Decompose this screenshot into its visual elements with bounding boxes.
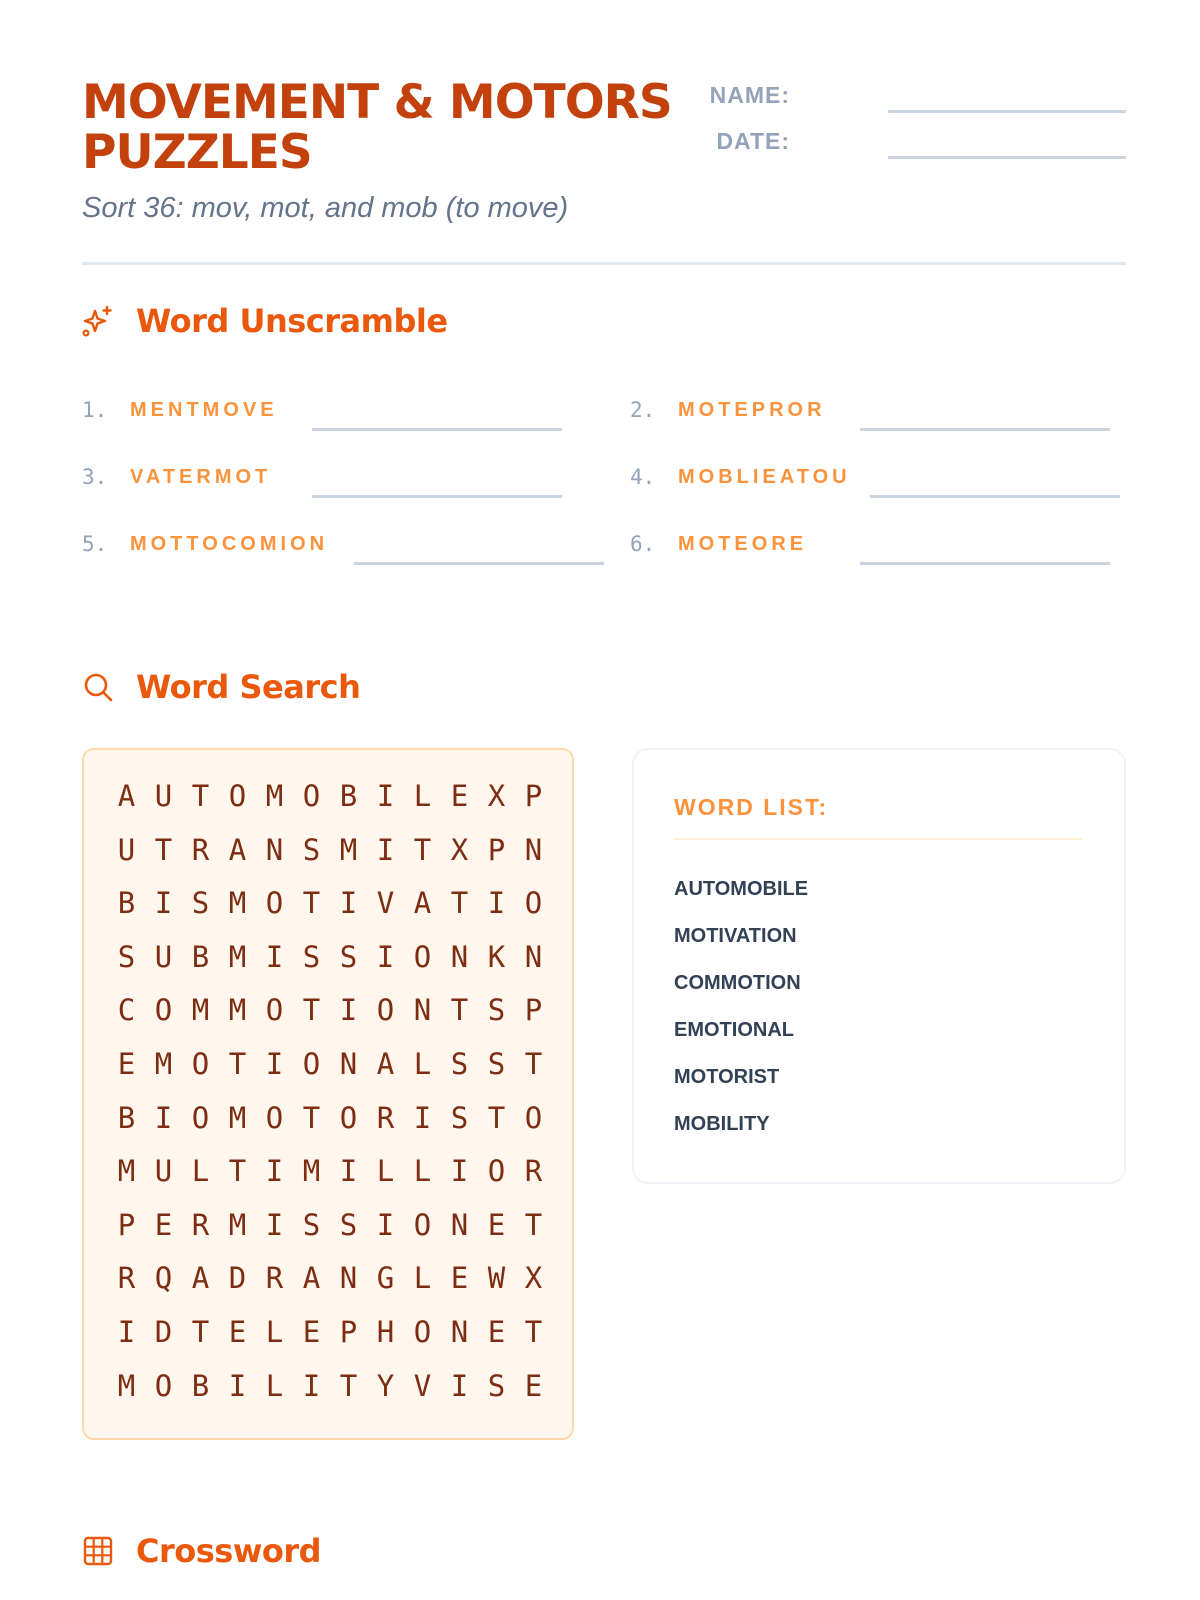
grid-cell[interactable]: E bbox=[228, 1314, 247, 1349]
grid-cell[interactable]: O bbox=[413, 939, 432, 974]
grid-cell[interactable]: I bbox=[376, 832, 395, 867]
scrambled-word: VATERMOT bbox=[130, 466, 272, 488]
grid-cell[interactable]: I bbox=[154, 1100, 173, 1135]
scrambled-word: MOTEORE bbox=[678, 533, 808, 555]
name-label: NAME: bbox=[709, 82, 790, 108]
word-search-grid bbox=[82, 748, 574, 1440]
grid-cell[interactable]: T bbox=[450, 993, 469, 1028]
grid-cell[interactable]: I bbox=[228, 1368, 247, 1403]
grid-cell[interactable]: O bbox=[154, 1368, 173, 1403]
scrambled-word: MOBLIEATOU bbox=[678, 466, 851, 488]
grid-cell[interactable]: W bbox=[487, 1261, 506, 1296]
grid-cell[interactable]: B bbox=[191, 939, 210, 974]
grid-cell[interactable]: O bbox=[487, 1154, 506, 1189]
item-number: 4. bbox=[630, 465, 656, 489]
grid-cell[interactable]: T bbox=[339, 1368, 358, 1403]
grid-cell[interactable]: A bbox=[228, 832, 247, 867]
answer-line[interactable] bbox=[354, 562, 604, 565]
grid-cell[interactable]: N bbox=[450, 939, 469, 974]
grid-cell[interactable]: T bbox=[524, 1314, 543, 1349]
grid-cell[interactable]: L bbox=[413, 1261, 432, 1296]
answer-line[interactable] bbox=[870, 495, 1120, 498]
grid-cell[interactable]: L bbox=[265, 1368, 284, 1403]
answer-line[interactable] bbox=[860, 562, 1110, 565]
grid-cell[interactable]: N bbox=[524, 832, 543, 867]
grid-cell[interactable]: A bbox=[376, 1046, 395, 1081]
crossword-title: Crossword bbox=[136, 1532, 322, 1570]
word-list-item: MOTORIST bbox=[674, 1066, 780, 1088]
date-label: DATE: bbox=[716, 128, 790, 154]
grid-cell[interactable]: A bbox=[413, 886, 432, 921]
grid-cell[interactable]: H bbox=[376, 1314, 395, 1349]
grid-cell[interactable]: O bbox=[265, 886, 284, 921]
grid-cell[interactable]: P bbox=[487, 832, 506, 867]
grid-cell[interactable]: I bbox=[265, 1046, 284, 1081]
unscramble-header bbox=[82, 302, 448, 340]
grid-cell[interactable]: O bbox=[265, 1100, 284, 1135]
grid-cell[interactable]: A bbox=[117, 779, 136, 813]
grid-cell[interactable]: X bbox=[450, 832, 469, 867]
grid-cell[interactable]: I bbox=[265, 1207, 284, 1242]
grid-cell[interactable]: T bbox=[524, 1207, 543, 1242]
name-date-fields bbox=[682, 78, 1126, 170]
grid-cell[interactable]: N bbox=[450, 1207, 469, 1242]
word-search-title: Word Search bbox=[136, 668, 361, 706]
grid-cell[interactable]: U bbox=[117, 832, 136, 867]
grid-cell[interactable]: I bbox=[117, 1314, 136, 1349]
grid-cell[interactable]: E bbox=[450, 1261, 469, 1296]
word-list-divider bbox=[674, 838, 1082, 840]
grid-cell[interactable]: A bbox=[302, 1261, 321, 1296]
grid-cell[interactable]: R bbox=[265, 1261, 284, 1296]
grid-cell[interactable]: S bbox=[487, 1046, 506, 1081]
grid-cell[interactable]: O bbox=[524, 1100, 543, 1135]
grid-cell[interactable]: I bbox=[487, 886, 506, 921]
grid-cell[interactable]: E bbox=[487, 1314, 506, 1349]
grid-cell[interactable]: O bbox=[265, 993, 284, 1028]
word-list-item: AUTOMOBILE bbox=[674, 878, 809, 900]
word-list-item: MOTIVATION bbox=[674, 925, 797, 947]
grid-cell[interactable]: Y bbox=[376, 1368, 395, 1403]
search-icon bbox=[82, 671, 114, 703]
grid-cell[interactable]: B bbox=[339, 779, 358, 813]
grid-cell[interactable]: Q bbox=[154, 1261, 173, 1296]
name-field[interactable] bbox=[888, 110, 1126, 113]
grid-cell[interactable]: I bbox=[339, 886, 358, 921]
grid-cell[interactable]: N bbox=[413, 993, 432, 1028]
grid-cell[interactable]: E bbox=[450, 779, 469, 813]
grid-cell[interactable]: B bbox=[117, 1100, 136, 1135]
grid-cell[interactable]: E bbox=[524, 1368, 543, 1403]
crossword-header bbox=[82, 1532, 321, 1570]
grid-cell[interactable]: S bbox=[302, 832, 321, 867]
grid-cell[interactable]: O bbox=[413, 1207, 432, 1242]
grid-cell[interactable]: S bbox=[339, 1207, 358, 1242]
grid-cell[interactable]: I bbox=[450, 1368, 469, 1403]
name-row bbox=[682, 78, 1126, 124]
grid-cell[interactable]: A bbox=[191, 1261, 210, 1296]
grid-cell[interactable]: E bbox=[117, 1046, 136, 1081]
item-number: 3. bbox=[82, 465, 108, 489]
grid-cell[interactable]: L bbox=[413, 779, 432, 813]
grid-cell[interactable]: M bbox=[228, 939, 247, 974]
grid-cell[interactable]: T bbox=[524, 1046, 543, 1081]
grid-cell[interactable]: E bbox=[487, 1207, 506, 1242]
grid-cell[interactable]: M bbox=[117, 1368, 136, 1403]
item-number: 5. bbox=[82, 532, 108, 556]
answer-line[interactable] bbox=[312, 495, 562, 498]
grid-cell[interactable]: T bbox=[413, 832, 432, 867]
grid-cell[interactable]: N bbox=[450, 1314, 469, 1349]
grid-cell[interactable]: I bbox=[265, 1154, 284, 1189]
answer-line[interactable] bbox=[312, 428, 562, 431]
grid-cell[interactable]: N bbox=[339, 1261, 358, 1296]
grid-cell[interactable]: T bbox=[191, 779, 210, 813]
grid-cell[interactable]: L bbox=[265, 1314, 284, 1349]
grid-cell[interactable]: O bbox=[302, 1046, 321, 1081]
grid-cell[interactable]: O bbox=[228, 779, 247, 813]
grid-cell[interactable]: M bbox=[265, 779, 284, 813]
grid-cell[interactable]: I bbox=[339, 993, 358, 1028]
date-field[interactable] bbox=[888, 156, 1126, 159]
grid-cell[interactable]: I bbox=[376, 939, 395, 974]
grid-cell[interactable]: N bbox=[265, 832, 284, 867]
answer-line[interactable] bbox=[860, 428, 1110, 431]
grid-cell[interactable]: G bbox=[376, 1261, 395, 1296]
grid-cell[interactable]: R bbox=[117, 1261, 136, 1296]
grid-cell[interactable]: V bbox=[376, 886, 395, 921]
scrambled-word: MOTTOCOMION bbox=[130, 533, 329, 555]
grid-cell[interactable]: M bbox=[228, 993, 247, 1028]
grid-cell[interactable]: S bbox=[339, 939, 358, 974]
grid-cell[interactable]: I bbox=[376, 1207, 395, 1242]
grid-cell[interactable]: M bbox=[302, 1154, 321, 1189]
grid-cell[interactable]: R bbox=[191, 1207, 210, 1242]
word-list-item: COMMOTION bbox=[674, 972, 801, 994]
grid-cell[interactable]: E bbox=[302, 1314, 321, 1349]
grid-cell[interactable]: N bbox=[339, 1046, 358, 1081]
grid-cell[interactable]: U bbox=[154, 939, 173, 974]
grid-cell[interactable]: L bbox=[376, 1154, 395, 1189]
grid-icon bbox=[82, 1535, 114, 1567]
grid-cell[interactable]: M bbox=[228, 1207, 247, 1242]
grid-cell[interactable]: R bbox=[524, 1154, 543, 1189]
word-list-title: WORD LIST: bbox=[674, 794, 829, 820]
word-list bbox=[674, 878, 808, 1160]
grid-cell[interactable]: T bbox=[450, 886, 469, 921]
grid-cell[interactable]: M bbox=[117, 1154, 136, 1189]
grid-cell[interactable]: I bbox=[265, 939, 284, 974]
worksheet-page bbox=[82, 0, 1126, 1600]
grid-cell[interactable]: M bbox=[191, 993, 210, 1028]
unscramble-title: Word Unscramble bbox=[136, 302, 448, 340]
grid-cell[interactable]: S bbox=[487, 1368, 506, 1403]
grid-cell[interactable]: V bbox=[413, 1368, 432, 1403]
grid-cell[interactable]: P bbox=[339, 1314, 358, 1349]
grid-cell[interactable]: B bbox=[191, 1368, 210, 1403]
grid-cell[interactable]: S bbox=[117, 939, 136, 974]
grid-cell[interactable]: M bbox=[228, 1100, 247, 1135]
grid-cell[interactable]: U bbox=[154, 1154, 173, 1189]
grid-cell[interactable]: T bbox=[302, 886, 321, 921]
grid-cell[interactable]: O bbox=[191, 1046, 210, 1081]
grid-cell[interactable]: T bbox=[302, 993, 321, 1028]
grid-cell[interactable]: X bbox=[524, 1261, 543, 1296]
grid-cell[interactable]: L bbox=[413, 1046, 432, 1081]
grid-cell[interactable]: O bbox=[154, 993, 173, 1028]
grid-cell[interactable]: S bbox=[450, 1046, 469, 1081]
grid-cell[interactable]: I bbox=[376, 779, 395, 813]
grid-cell[interactable]: M bbox=[154, 1046, 173, 1081]
page-subtitle: Sort 36: mov, mot, and mob (to move) bbox=[82, 192, 569, 224]
grid-cell[interactable]: T bbox=[302, 1100, 321, 1135]
grid-cell[interactable]: I bbox=[302, 1368, 321, 1403]
grid-cell[interactable]: I bbox=[413, 1100, 432, 1135]
grid-cell[interactable]: E bbox=[154, 1207, 173, 1242]
grid-cell[interactable]: O bbox=[191, 1100, 210, 1135]
word-search-header bbox=[82, 668, 360, 706]
grid-cell[interactable]: S bbox=[302, 1207, 321, 1242]
grid-cell[interactable]: U bbox=[154, 779, 173, 813]
grid-cell[interactable]: P bbox=[524, 779, 543, 813]
grid-cell[interactable]: S bbox=[487, 993, 506, 1028]
word-list-item: EMOTIONAL bbox=[674, 1019, 794, 1041]
grid-cell[interactable]: S bbox=[450, 1100, 469, 1135]
grid-cell[interactable]: D bbox=[228, 1261, 247, 1296]
grid-cell[interactable]: M bbox=[228, 886, 247, 921]
grid-cell[interactable]: B bbox=[117, 886, 136, 921]
item-number: 1. bbox=[82, 398, 108, 422]
scrambled-word: MOTEPROR bbox=[678, 399, 826, 421]
grid-cell[interactable]: K bbox=[487, 939, 506, 974]
scrambled-word: MENTMOVE bbox=[130, 399, 278, 421]
grid-cell[interactable]: D bbox=[154, 1314, 173, 1349]
grid-cell[interactable]: C bbox=[117, 993, 136, 1028]
grid-cell[interactable]: L bbox=[413, 1154, 432, 1189]
letter-grid bbox=[108, 770, 552, 1413]
grid-cell[interactable]: R bbox=[191, 832, 210, 867]
grid-cell[interactable]: M bbox=[339, 832, 358, 867]
item-number: 6. bbox=[630, 532, 656, 556]
grid-cell[interactable]: T bbox=[487, 1100, 506, 1135]
grid-cell[interactable]: T bbox=[191, 1314, 210, 1349]
grid-cell[interactable]: P bbox=[117, 1207, 136, 1242]
grid-cell[interactable]: T bbox=[154, 832, 173, 867]
grid-cell[interactable]: I bbox=[154, 886, 173, 921]
grid-cell[interactable]: I bbox=[450, 1154, 469, 1189]
grid-cell[interactable]: T bbox=[228, 1154, 247, 1189]
sparkles-icon bbox=[82, 305, 114, 337]
word-list-panel bbox=[632, 748, 1126, 1184]
item-number: 2. bbox=[630, 398, 656, 422]
grid-cell[interactable]: S bbox=[191, 886, 210, 921]
grid-cell[interactable]: N bbox=[524, 939, 543, 974]
grid-cell[interactable]: O bbox=[413, 1314, 432, 1349]
grid-cell[interactable]: R bbox=[376, 1100, 395, 1135]
grid-cell[interactable]: T bbox=[228, 1046, 247, 1081]
grid-cell[interactable]: L bbox=[191, 1154, 210, 1189]
header-divider bbox=[82, 262, 1126, 265]
grid-cell[interactable]: O bbox=[524, 886, 543, 921]
grid-cell[interactable]: O bbox=[376, 993, 395, 1028]
grid-cell[interactable]: I bbox=[339, 1154, 358, 1189]
page-title: MOVEMENT & MOTORS PUZZLES bbox=[82, 75, 672, 180]
grid-cell[interactable]: X bbox=[487, 779, 506, 813]
grid-cell[interactable]: P bbox=[524, 993, 543, 1028]
grid-cell[interactable]: O bbox=[302, 779, 321, 813]
grid-cell[interactable]: S bbox=[302, 939, 321, 974]
grid-cell[interactable]: O bbox=[339, 1100, 358, 1135]
word-list-item: MOBILITY bbox=[674, 1113, 770, 1135]
date-row bbox=[682, 124, 1126, 170]
